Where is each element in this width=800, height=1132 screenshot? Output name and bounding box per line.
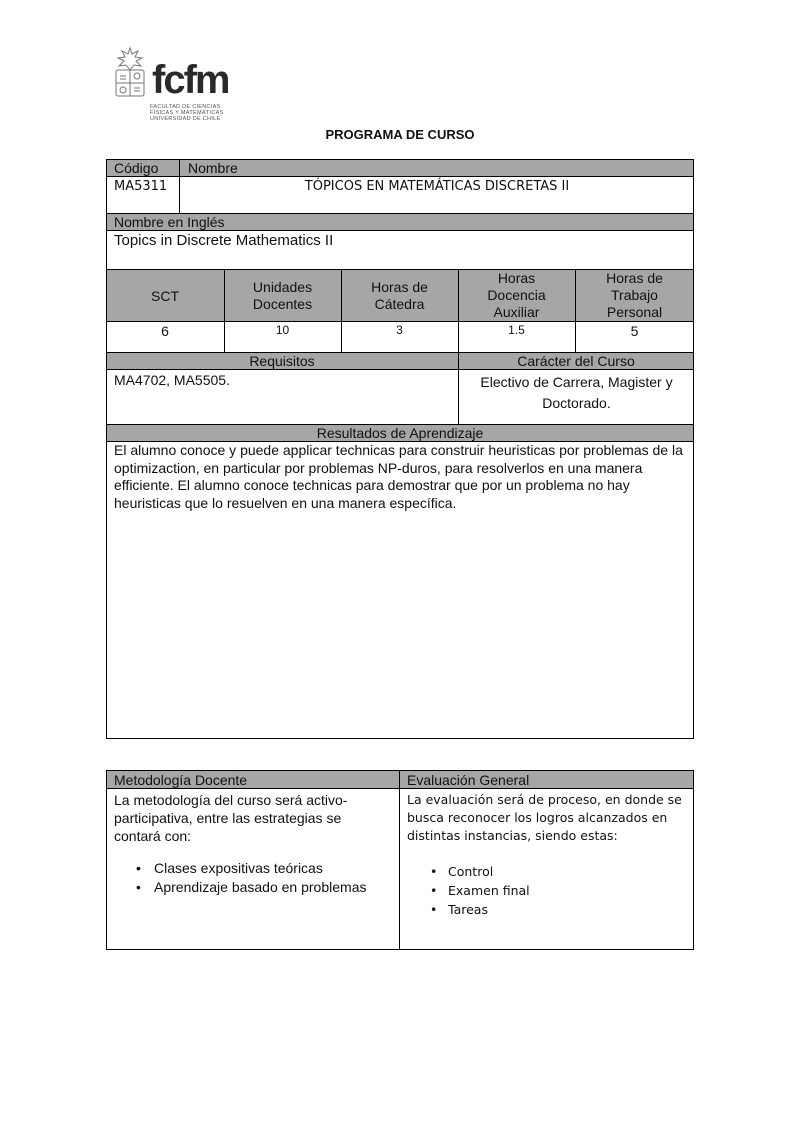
metodologia-table bbox=[106, 770, 694, 950]
nombre-label: Nombre bbox=[188, 160, 238, 176]
nombre-value: TÓPICOS EN MATEMÁTICAS DISCRETAS II bbox=[304, 179, 570, 194]
hours-header-sct: SCT bbox=[151, 287, 179, 304]
metodologia-intro: La metodología del curso será activo-participativa, entre las estrategias se contará con: bbox=[114, 792, 348, 844]
hours-header-catedra: Horas de Cátedra bbox=[371, 278, 428, 312]
evaluacion-list bbox=[400, 862, 690, 919]
list-item: • Examen final bbox=[400, 881, 690, 900]
hours-value-unidades: 10 bbox=[275, 323, 290, 337]
fcfm-logo bbox=[112, 46, 240, 128]
metodologia-list bbox=[106, 859, 399, 897]
evaluacion-label: Evaluación General bbox=[407, 772, 530, 788]
hours-header-personal: Horas de Trabajo Personal bbox=[606, 270, 663, 320]
hours-value-auxiliar: 1.5 bbox=[508, 323, 525, 337]
nombre-ingles-label: Nombre en Inglés bbox=[114, 214, 225, 230]
logo-text: fcfm bbox=[152, 58, 229, 102]
list-item: • Tareas bbox=[400, 900, 690, 919]
list-item: • Control bbox=[400, 862, 690, 881]
nombre-ingles-value: Topics in Discrete Mathematics II bbox=[114, 232, 334, 249]
list-item: • Aprendizaje basado en problemas bbox=[106, 878, 399, 897]
hours-value-sct: 6 bbox=[161, 323, 169, 339]
university-crest-icon bbox=[112, 46, 148, 102]
logo-subtitle: FACULTAD DE CIENCIAS FÍSICAS Y MATEMÁTICAS UNIVERSIDAD DE CHILE bbox=[150, 104, 224, 122]
course-table bbox=[106, 159, 694, 739]
hours-header-unidades: Unidades Docentes bbox=[252, 278, 313, 312]
resultados-label: Resultados de Aprendizaje bbox=[316, 425, 484, 441]
page-title: PROGRAMA DE CURSO bbox=[325, 127, 475, 142]
codigo-label: Código bbox=[114, 160, 159, 176]
caracter-label: Carácter del Curso bbox=[517, 353, 635, 369]
codigo-value: MA5311 bbox=[114, 179, 168, 194]
list-item: • Clases expositivas teóricas bbox=[106, 859, 399, 878]
evaluacion-intro: La evaluación será de proceso, en donde se busca reconocer los logros alcanzados en distintas instancias, siendo estas: bbox=[407, 792, 682, 843]
hours-value-personal: 5 bbox=[630, 323, 639, 339]
caracter-value: Electivo de Carrera, Magister y Doctorado. bbox=[480, 374, 673, 411]
resultados-text: El alumno conoce y puede applicar technicas para construir heuristicas por problemas de la optimizaction, en particular por problemas NP-duros, para resolverlos en una manera efficiente. El alumno conoce technicas para demostrar que por un problema no hay heuristicas que lo resuelven en una manera específica. bbox=[114, 442, 683, 511]
hours-header-auxiliar: Horas Docencia Auxiliar bbox=[487, 270, 546, 320]
hours-value-catedra: 3 bbox=[396, 323, 403, 337]
requisitos-value: MA4702, MA5505. bbox=[114, 372, 230, 388]
requisitos-label: Requisitos bbox=[249, 353, 315, 369]
metodologia-label: Metodología Docente bbox=[114, 772, 248, 788]
